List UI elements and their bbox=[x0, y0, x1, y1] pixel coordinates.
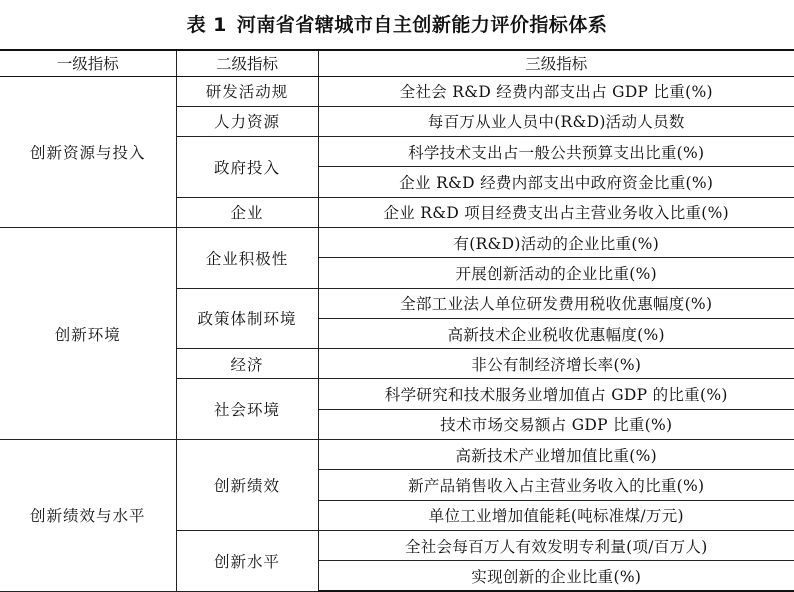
level-2-indicator: 社会环境 bbox=[176, 379, 318, 440]
header-row bbox=[0, 50, 794, 76]
table-number: 表 1 bbox=[186, 14, 227, 36]
level-3-indicator: 科学技术支出占一般公共预算支出比重(%) bbox=[318, 137, 794, 167]
level-3-indicator: 新产品销售收入占主营业务收入的比重(%) bbox=[318, 470, 794, 500]
table-title bbox=[0, 10, 794, 40]
level-2-indicator: 企业 bbox=[176, 197, 318, 227]
level-2-indicator: 创新绩效 bbox=[176, 440, 318, 531]
table-caption: 河南省省辖城市自主创新能力评价指标体系 bbox=[236, 14, 608, 36]
level-3-indicator: 有(R&D)活动的企业比重(%) bbox=[318, 227, 794, 257]
level-3-indicator: 每百万从业人员中(R&D)活动人员数 bbox=[318, 106, 794, 136]
level-1-indicator: 创新绩效与水平 bbox=[0, 440, 176, 591]
level-3-indicator: 企业 R&D 项目经费支出占主营业务收入比重(%) bbox=[318, 197, 794, 227]
level-2-indicator: 研发活动规 bbox=[176, 76, 318, 106]
table-body bbox=[0, 76, 794, 591]
level-3-indicator: 单位工业增加值能耗(吨标准煤/万元) bbox=[318, 500, 794, 530]
level-2-indicator: 人力资源 bbox=[176, 106, 318, 136]
level-2-indicator: 政府投入 bbox=[176, 137, 318, 198]
level-3-indicator: 企业 R&D 经费内部支出中政府资金比重(%) bbox=[318, 167, 794, 197]
level-3-indicator: 高新技术产业增加值比重(%) bbox=[318, 440, 794, 470]
level-3-indicator: 全部工业法人单位研发费用税收优惠幅度(%) bbox=[318, 288, 794, 318]
level-3-indicator: 非公有制经济增长率(%) bbox=[318, 349, 794, 379]
header-level-1: 一级指标 bbox=[0, 50, 176, 76]
level-2-indicator: 经济 bbox=[176, 349, 318, 379]
level-3-indicator: 科学研究和技术服务业增加值占 GDP 的比重(%) bbox=[318, 379, 794, 409]
level-2-indicator: 政策体制环境 bbox=[176, 288, 318, 349]
level-1-indicator: 创新资源与投入 bbox=[0, 76, 176, 227]
level-3-indicator: 开展创新活动的企业比重(%) bbox=[318, 258, 794, 288]
header-level-3: 三级指标 bbox=[318, 50, 794, 76]
level-3-indicator: 全社会每百万人有效发明专利量(项/百万人) bbox=[318, 530, 794, 560]
header-level-2: 二级指标 bbox=[176, 50, 318, 76]
table-row bbox=[0, 440, 794, 470]
table-row bbox=[0, 227, 794, 257]
level-1-indicator: 创新环境 bbox=[0, 227, 176, 439]
table-row bbox=[0, 76, 794, 106]
level-3-indicator: 实现创新的企业比重(%) bbox=[318, 561, 794, 591]
level-3-indicator: 高新技术企业税收优惠幅度(%) bbox=[318, 318, 794, 348]
level-3-indicator: 技术市场交易额占 GDP 比重(%) bbox=[318, 409, 794, 439]
level-2-indicator: 企业积极性 bbox=[176, 227, 318, 288]
level-3-indicator: 全社会 R&D 经费内部支出占 GDP 比重(%) bbox=[318, 76, 794, 106]
level-2-indicator: 创新水平 bbox=[176, 530, 318, 591]
indicator-table bbox=[0, 49, 794, 592]
